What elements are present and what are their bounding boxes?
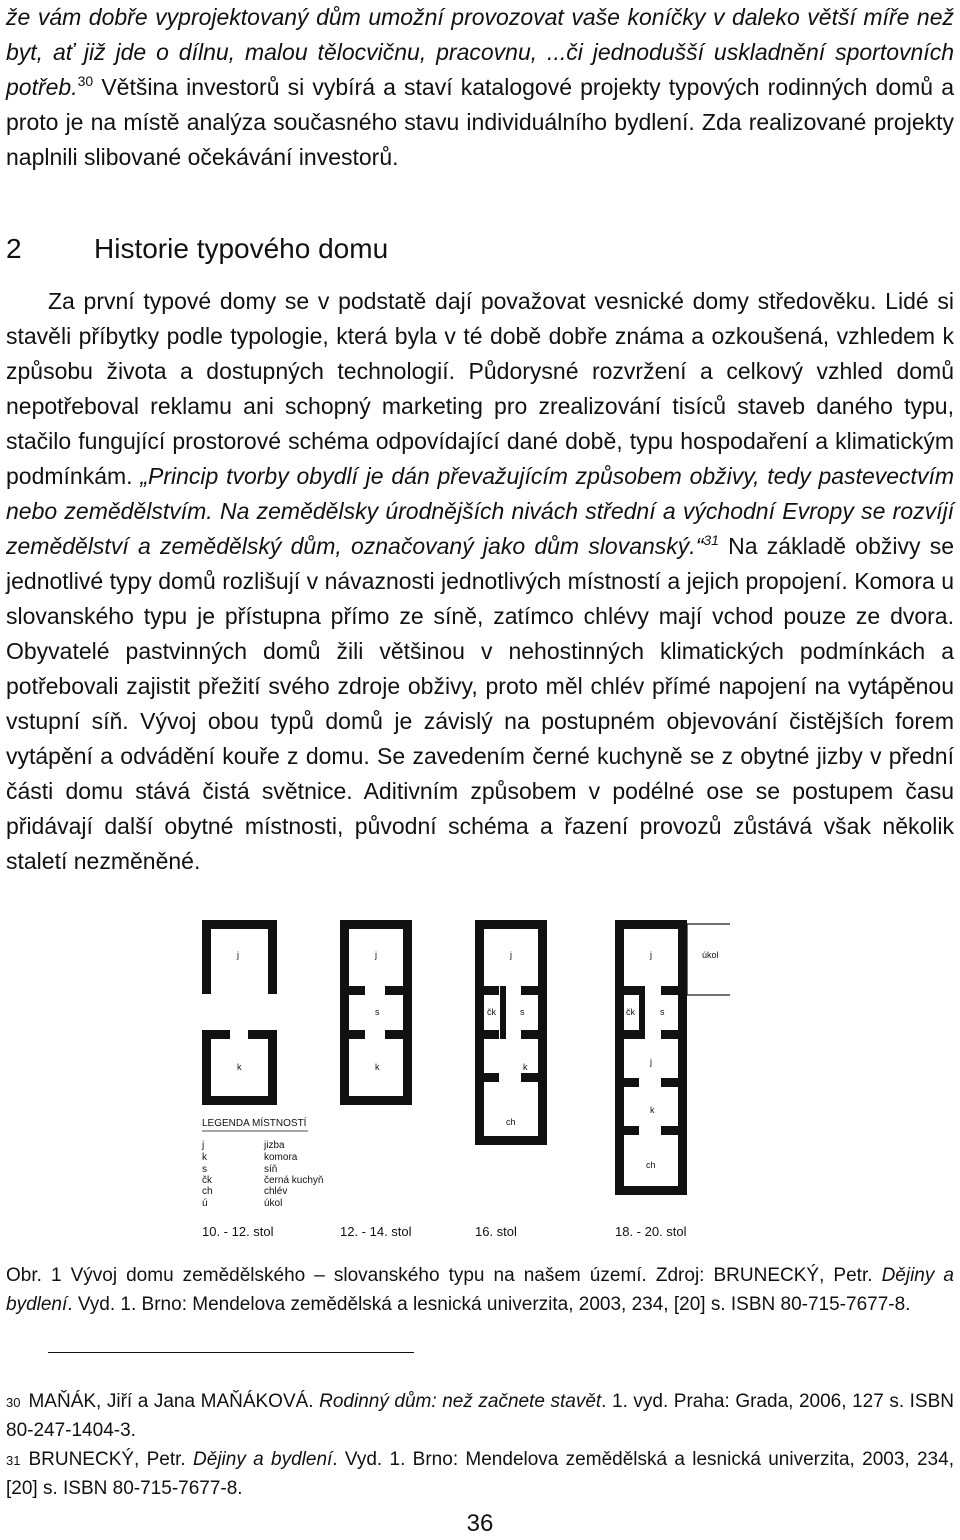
footnote-number: 30 — [6, 1395, 21, 1410]
legend-code: ch — [202, 1186, 213, 1197]
caption-source-title: Dějiny a bydlení — [6, 1265, 954, 1315]
paragraph-intro — [6, 0, 954, 175]
caption-text: Obr. 1 Vývoj domu zemědělského – slovanského typu na našem území. Zdroj: BRUNECKÝ, Petr. — [6, 1265, 882, 1286]
footnote-31 — [6, 1445, 954, 1503]
legend-code: s — [202, 1164, 207, 1175]
section-title: Historie typového domu — [94, 233, 389, 264]
period-label: 16. stol — [475, 1224, 517, 1239]
legend-code: k — [202, 1152, 207, 1163]
room-label: s — [375, 1007, 380, 1017]
room-label: j — [237, 950, 239, 960]
legend-name: černá kuchyň — [264, 1175, 324, 1186]
footnote-title: Rodinný dům: než začnete stavět — [319, 1391, 602, 1412]
footnote-divider — [48, 1352, 414, 1353]
footnote-text: MAŇÁK, Jiří a Jana MAŇÁKOVÁ. — [28, 1391, 320, 1412]
figure-caption — [6, 1261, 954, 1319]
legend-name: chlév — [264, 1186, 288, 1197]
paragraph-text: že vám dobře vyprojektovaný dům umožní provozovat vaše koníčky v daleko větší míře než byt, ať již jde o dílnu, malou tělocvičnu, pracovnu, ...či jednodušší uskladnění sportovních potřeb. — [6, 4, 954, 100]
footnote-number: 31 — [6, 1453, 21, 1468]
floor-plan-figure — [190, 918, 730, 1243]
footnote-ref: 30 — [77, 73, 94, 89]
room-label: j — [650, 950, 652, 960]
period-label: 18. - 20. stol — [615, 1224, 687, 1239]
room-label: k — [237, 1062, 242, 1072]
caption-text: . Vyd. 1. Brno: Mendelova zemědělská a lesnická univerzita, 2003, 234, [20] s. ISBN 80-715-7677-8. — [67, 1294, 911, 1315]
footnote-ref: 31 — [703, 532, 719, 548]
room-label: k — [375, 1062, 380, 1072]
period-labels — [202, 1224, 687, 1239]
paragraph-history — [6, 284, 954, 879]
footnote-text: . 1. vyd. Praha: Grada, 2006, 127 s. ISBN 80-247-1404-3. — [6, 1391, 954, 1441]
paragraph-text: Za první typové domy se v podstatě dají považovat vesnické domy středověku. Lidé si stavěli příbytky podle typologie, která byla v té době dobře známa a ozkoušená, vzhledem k způsobu života a dostupných technologií. Půdorysné rozvržení a celkový vzhled domů nepotřeboval reklamu ani schopný marketing pro zrealizování tisíců staveb daného typu, stačilo fungující prostorové schéma odpovídající dané době, typu hospodaření a klimatickým podmínkám. — [6, 288, 954, 489]
room-label: čk — [487, 1007, 496, 1017]
legend-name: síň — [264, 1164, 278, 1175]
room-label: k — [650, 1105, 655, 1115]
legend-code: ú — [202, 1198, 208, 1209]
room-label: j — [510, 950, 512, 960]
period-label: 12. - 14. stol — [340, 1224, 412, 1239]
legend — [201, 1116, 323, 1209]
legend-title: LEGENDA MÍSTNOSTÍ — [202, 1118, 307, 1129]
room-label: ch — [506, 1117, 516, 1127]
room-label: úkol — [702, 950, 719, 960]
footnote-text: . Vyd. 1. Brno: Mendelova zemědělská a lesnická univerzita, 2003, 234, [20] s. ISBN 80-715-7677-8. — [6, 1449, 954, 1499]
footnote-30 — [6, 1387, 954, 1445]
floor-plan-diagram — [190, 918, 730, 1243]
room-label: j — [650, 1057, 652, 1067]
legend-code: j — [202, 1140, 205, 1151]
room-label: k — [523, 1062, 528, 1072]
legend-name: úkol — [264, 1198, 283, 1209]
section-heading — [6, 229, 388, 269]
legend-name: jizba — [264, 1140, 285, 1151]
period-label: 10. - 12. stol — [202, 1224, 274, 1239]
footnote-title: Dějiny a bydlení — [193, 1449, 333, 1470]
legend-code: čk — [202, 1175, 212, 1186]
legend-name: komora — [264, 1152, 298, 1163]
room-label: čk — [626, 1007, 635, 1017]
page-number: 36 — [466, 1510, 494, 1537]
room-label: ch — [646, 1160, 656, 1170]
section-number: 2 — [6, 233, 22, 264]
room-label: s — [520, 1007, 525, 1017]
room-label: s — [660, 1007, 665, 1017]
room-label: j — [375, 950, 377, 960]
footnote-text: BRUNECKÝ, Petr. — [28, 1449, 194, 1470]
paragraph-text: Většina investorů si vybírá a staví katalogové projekty typových rodinných domů a proto je na místě analýza současného stavu individuálního bydlení. Zda realizované projekty naplnili slibované očekávání investorů. — [6, 74, 954, 170]
paragraph-text: Na základě obživy se jednotlivé typy domů rozlišují v návaznosti jednotlivých místností a jejich propojení. Komora u slovanského typu je přístupna přímo ze síně, zatímco chlévy mají vchod pouze ze dvora. Obyvatelé pastvinných domů žili většinou v nehostinných klimatických podmínkách a potřebovali zajistit přežití svého zdroje obživy, proto měl chlév přímé napojení na vytápěnou vstupní síň. Vývoj obou typů domů je závislý na postupném objevování čistějších forem vytápění a odvádění kouře z domu. Se zavedením černé kuchyně se z obytné jizby v přední části domu stává čistá světnice. Aditivním způsobem v podélné ose se postupem času přidávají další obytné místnosti, původní schéma a řazení provozů zůstává však několik staletí nezměněné. — [6, 533, 954, 874]
quotation: „Princip tvorby obydlí je dán převažujícím způsobem obživy, tedy pastevectvím nebo zemědělstvím. Na zemědělsky úrodnějších nivách střední a východní Evropy se rozvíjí zemědělství a zemědělský dům, označovaný jako dům slovanský.“ — [6, 463, 954, 559]
